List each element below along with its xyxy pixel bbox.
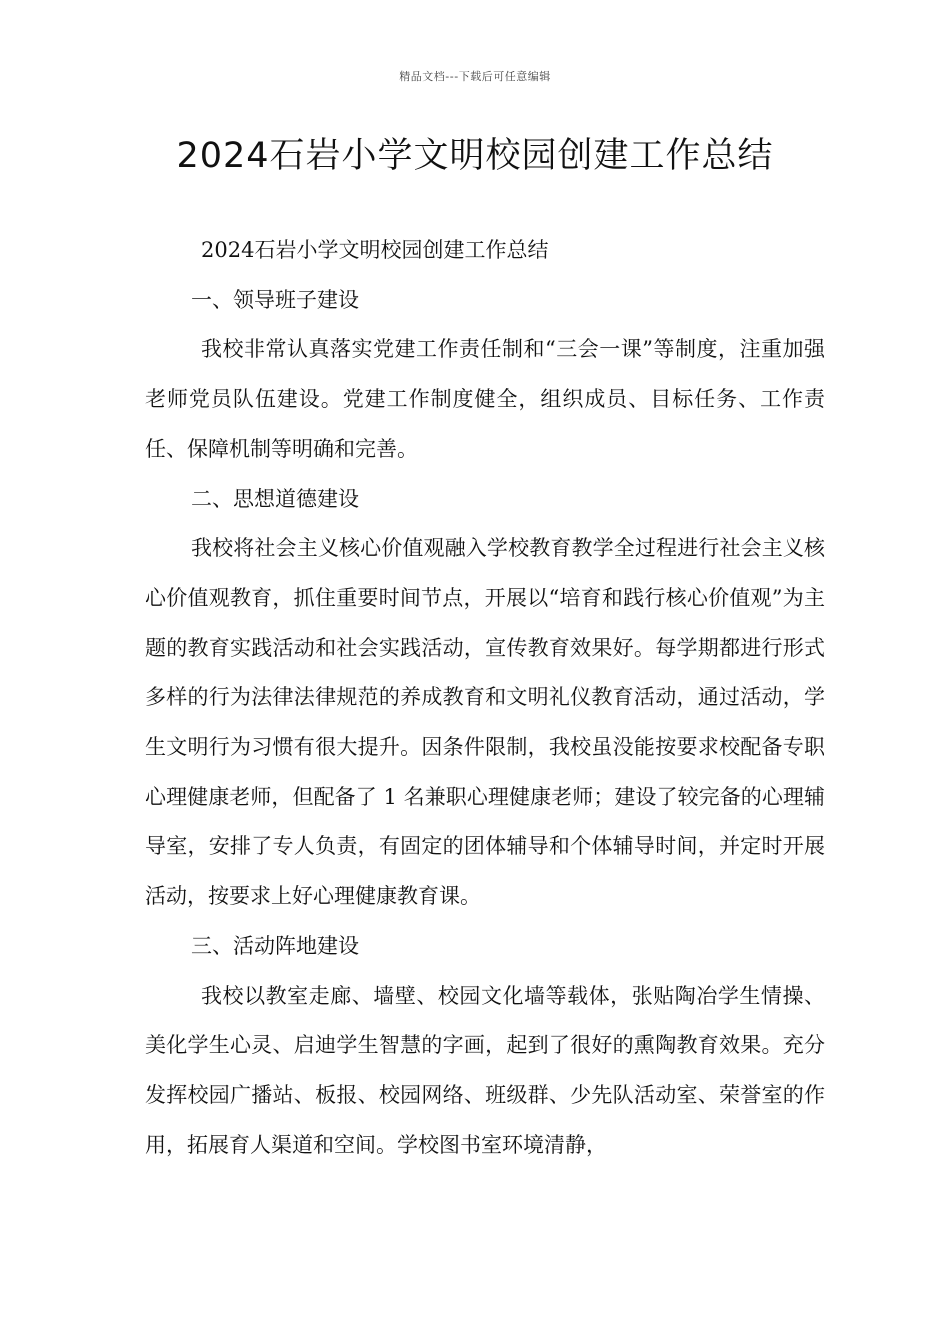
document-title: 2024石岩小学文明校园创建工作总结 bbox=[176, 136, 774, 176]
section-heading-leadership: 一、领导班子建设 bbox=[191, 287, 359, 312]
section-paragraph-leadership: 我校非常认真落实党建工作责任制和“三会一课”等制度，注重加强老师党员队伍建设。党建工作制度健全，组织成员、目标任务、工作责任、保障机制等明确和完善。 bbox=[145, 337, 825, 461]
header-note: 精品文档---下载后可任意编辑 bbox=[399, 70, 551, 83]
section-paragraph-activity: 我校以教室走廊、墙壁、校园文化墙等载体，张贴陶冶学生情操、美化学生心灵、启迪学生智慧的字画，起到了很好的熏陶教育效果。充分发挥校园广播站、板报、校园网络、班级群、少先队活动室、荣誉室的作用，拓展育人渠道和空间。学校图书室环境清静， bbox=[145, 983, 825, 1157]
document-body bbox=[145, 226, 825, 1170]
document-subtitle: 2024石岩小学文明校园创建工作总结 bbox=[201, 238, 549, 262]
section-heading-activity: 三、活动阵地建设 bbox=[191, 933, 359, 958]
section-paragraph-moral: 我校将社会主义核心价值观融入学校教育教学全过程进行社会主义核心价值观教育，抓住重要时间节点，开展以“培育和践行核心价值观”为主题的教育实践活动和社会实践活动，宣传教育效果好。每学期都进行形式多样的行为法律法律规范的养成教育和文明礼仪教育活动，通过活动，学生文明行为习惯有很大提升。因条件限制，我校虽没能按要求校配备专职心理健康老师，但配备了 1 名兼职心理健康老师；建设了较完备的心理辅导室，安排了专人负责，有固定的团体辅导和个体辅导时间，并定时开展活动，按要求上好心理健康教育课。 bbox=[145, 536, 825, 909]
section-heading-moral: 二、思想道德建设 bbox=[191, 486, 359, 511]
